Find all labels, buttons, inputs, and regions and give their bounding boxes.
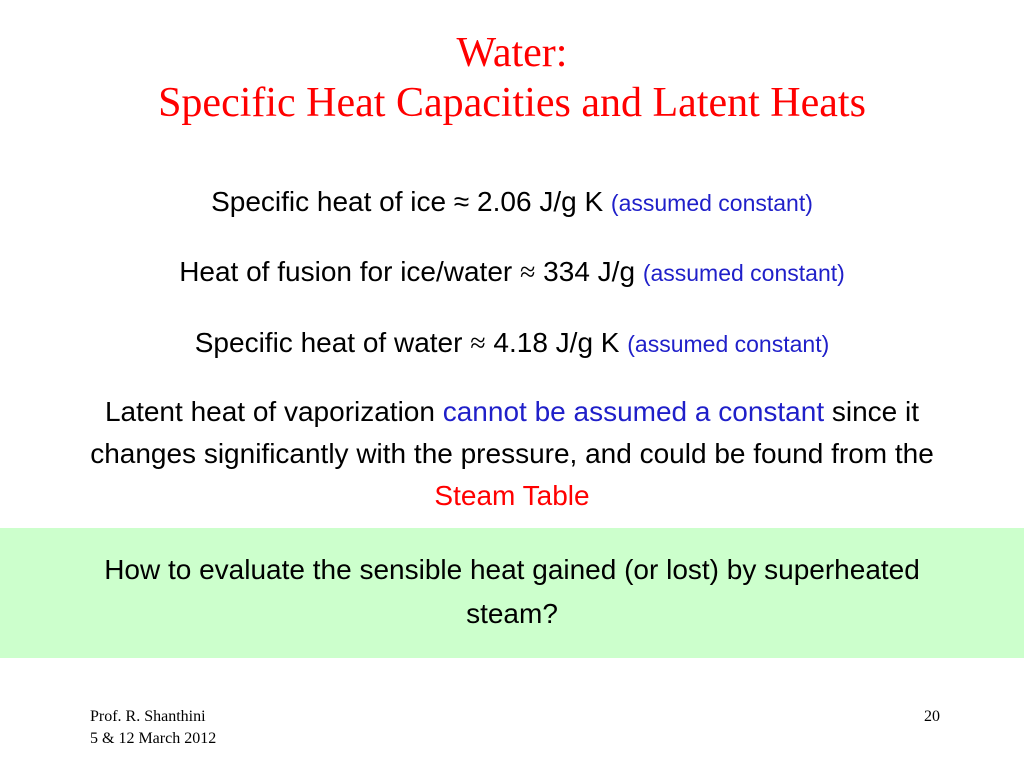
fact-row-fusion	[40, 250, 984, 295]
approx-symbol: ≈	[520, 257, 536, 288]
fact-value: 2.06 J/g K	[477, 186, 604, 217]
fact-note: (assumed constant)	[627, 331, 830, 357]
approx-symbol: ≈	[453, 186, 470, 217]
footer-author: Prof. R. Shanthini	[90, 708, 206, 725]
latent-highlight-constant: cannot be assumed a constant	[442, 396, 825, 427]
fact-row-water	[40, 321, 984, 366]
fact-note: (assumed constant)	[642, 260, 845, 286]
slide-title	[0, 28, 1024, 128]
slide-title-line-1: Water:	[456, 30, 568, 76]
fact-label: Heat of fusion for ice/water	[179, 256, 513, 287]
footer-credit	[90, 706, 216, 750]
fact-value: 4.18 J/g K	[493, 327, 620, 358]
question-text: How to evaluate the sensible heat gained (or lost) by superheated steam?	[104, 554, 920, 629]
latent-heat-paragraph	[50, 391, 974, 517]
approx-symbol: ≈	[470, 328, 486, 359]
footer-date: 5 & 12 March 2012	[90, 730, 217, 747]
fact-label: Specific heat of ice	[211, 186, 447, 217]
latent-text-1: Latent heat of vaporization	[104, 396, 435, 427]
steam-table-highlight: Steam Table	[434, 480, 590, 511]
fact-value: 334 J/g	[543, 256, 636, 287]
question-box	[0, 528, 1024, 658]
page-number: 20	[924, 708, 940, 725]
fact-note: (assumed constant)	[610, 190, 813, 216]
fact-row-ice	[40, 180, 984, 225]
fact-label: Specific heat of water	[194, 327, 463, 358]
slide-title-line-2: Specific Heat Capacities and Latent Heats	[158, 80, 866, 126]
latent-text-2: since it changes significantly with the pressure, and could be found from the	[90, 396, 934, 469]
